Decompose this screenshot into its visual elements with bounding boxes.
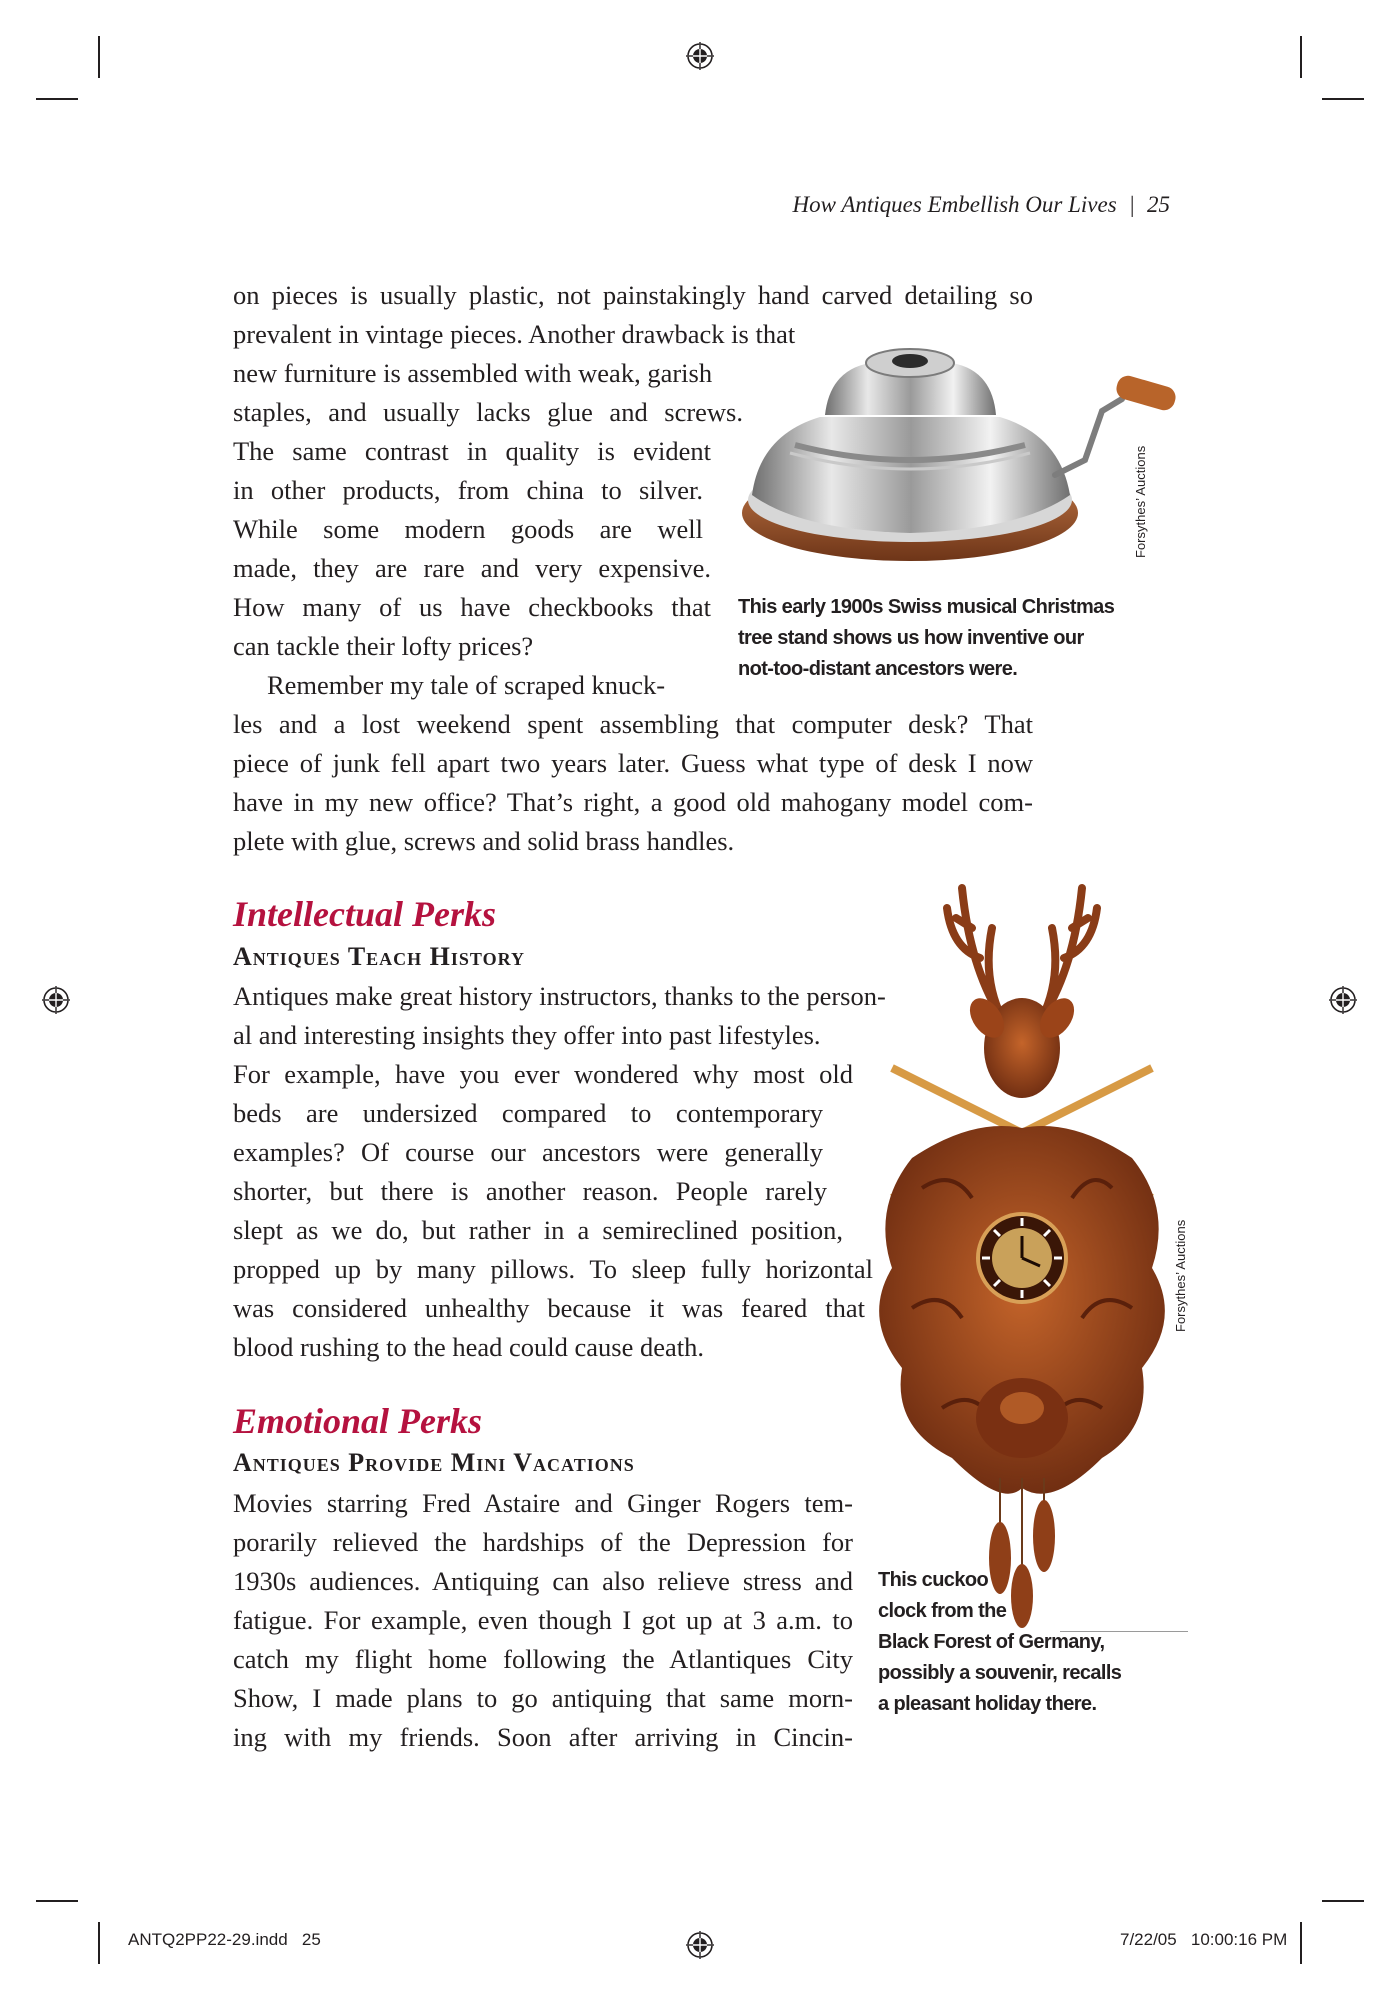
body-line: al and interesting insights they offer into past lifestyles. (233, 1020, 821, 1050)
body-line: staples, and usually lacks glue and screws. (233, 397, 743, 427)
body-line: catch my flight home following the Atlantiques City (233, 1644, 853, 1674)
body-line: ing with my friends. Soon after arriving in Cincin- (233, 1722, 853, 1752)
photo-credit: Forsythes’ Auctions (1173, 1219, 1188, 1332)
caption-line: This cuckoo (878, 1569, 989, 1591)
registration-mark-icon (1328, 985, 1358, 1015)
registration-mark-icon (41, 985, 71, 1015)
body-line: made, they are rare and very expensive. (233, 553, 711, 583)
registration-mark-icon (685, 41, 715, 71)
section-title: Intellectual Perks (233, 894, 496, 934)
crop-mark-icon (1300, 36, 1302, 78)
body-line: How many of us have checkbooks that (233, 592, 711, 622)
body-line: les and a lost weekend spent assembling that computer desk? That (233, 709, 1033, 739)
caption-line: not-too-distant ancestors were. (738, 658, 1018, 680)
body-line: blood rushing to the head could cause death. (233, 1332, 704, 1362)
body-line: new furniture is assembled with weak, garish (233, 358, 713, 388)
running-head-title: How Antiques Embellish Our Lives (792, 192, 1117, 217)
body-line: plete with glue, screws and solid brass handles. (233, 826, 735, 856)
page-number: 25 (1147, 192, 1170, 217)
crop-mark-icon (36, 98, 78, 100)
body-line: For example, have you ever wondered why most old (233, 1059, 853, 1089)
body-line: was considered unhealthy because it was feared that (233, 1293, 865, 1323)
crop-mark-icon (98, 1922, 100, 1964)
body-line: 1930s audiences. Antiquing can also relieve stress and (233, 1566, 853, 1596)
crop-mark-icon (98, 36, 100, 78)
body-line: prevalent in vintage pieces. Another drawback is that (233, 319, 796, 349)
body-line: have in my new office? That’s right, a good old mahogany model com- (233, 787, 1033, 817)
body-line: While some modern goods are well (233, 514, 703, 544)
caption-line: clock from the (878, 1600, 1007, 1622)
body-line: Antiques make great history instructors, thanks to the person- (233, 981, 886, 1011)
slug-filename: ANTQ2PP22-29.indd 25 (128, 1930, 321, 1949)
body-line: in other products, from china to silver. (233, 475, 703, 505)
running-head-separator: | (1128, 192, 1135, 217)
section-subhead: Antiques Teach History (233, 942, 525, 971)
caption-line: This early 1900s Swiss musical Christmas (738, 596, 1115, 618)
christmas-tree-stand-image (720, 325, 1200, 590)
body-line: Remember my tale of scraped knuck- (267, 670, 666, 700)
body-line: The same contrast in quality is evident (233, 436, 711, 466)
caption-line: a pleasant holiday there. (878, 1693, 1097, 1715)
body-line: on pieces is usually plastic, not painstakingly hand carved detailing so (233, 280, 1033, 310)
figure-caption (738, 592, 1114, 685)
caption-line: possibly a souvenir, recalls (878, 1662, 1122, 1684)
photo-credit: Forsythes’ Auctions (1133, 445, 1148, 558)
crop-mark-icon (36, 1900, 78, 1902)
slug-timestamp: 7/22/05 10:00:16 PM (1120, 1930, 1288, 1949)
crop-mark-icon (1300, 1922, 1302, 1964)
section-subhead: Antiques Provide Mini Vacations (233, 1448, 635, 1477)
body-line: slept as we do, but rather in a semireclined position, (233, 1215, 843, 1245)
body-line: piece of junk fell apart two years later. Guess what type of desk I now (233, 748, 1033, 778)
body-line: porarily relieved the hardships of the Depression for (233, 1527, 853, 1557)
body-line: fatigue. For example, even though I got up at 3 a.m. to (233, 1605, 853, 1635)
body-line: Show, I made plans to go antiquing that same morn- (233, 1683, 853, 1713)
body-line: examples? Of course our ancestors were generally (233, 1137, 823, 1167)
registration-mark-icon (685, 1930, 715, 1960)
section-title: Emotional Perks (233, 1401, 483, 1441)
body-line: beds are undersized compared to contemporary (233, 1098, 823, 1128)
cuckoo-clock-image (852, 868, 1192, 1628)
crop-mark-icon (1322, 1900, 1364, 1902)
caption-line: tree stand shows us how inventive our (738, 627, 1084, 649)
body-line: can tackle their lofty prices? (233, 631, 534, 661)
body-line: shorter, but there is another reason. People rarely (233, 1176, 827, 1206)
running-head (700, 192, 1170, 218)
body-line: propped up by many pillows. To sleep fully horizontal (233, 1254, 873, 1284)
caption-line: Black Forest of Germany, (878, 1631, 1105, 1653)
figure-caption (878, 1565, 1121, 1720)
body-line: Movies starring Fred Astaire and Ginger Rogers tem- (233, 1488, 853, 1518)
crop-mark-icon (1322, 98, 1364, 100)
